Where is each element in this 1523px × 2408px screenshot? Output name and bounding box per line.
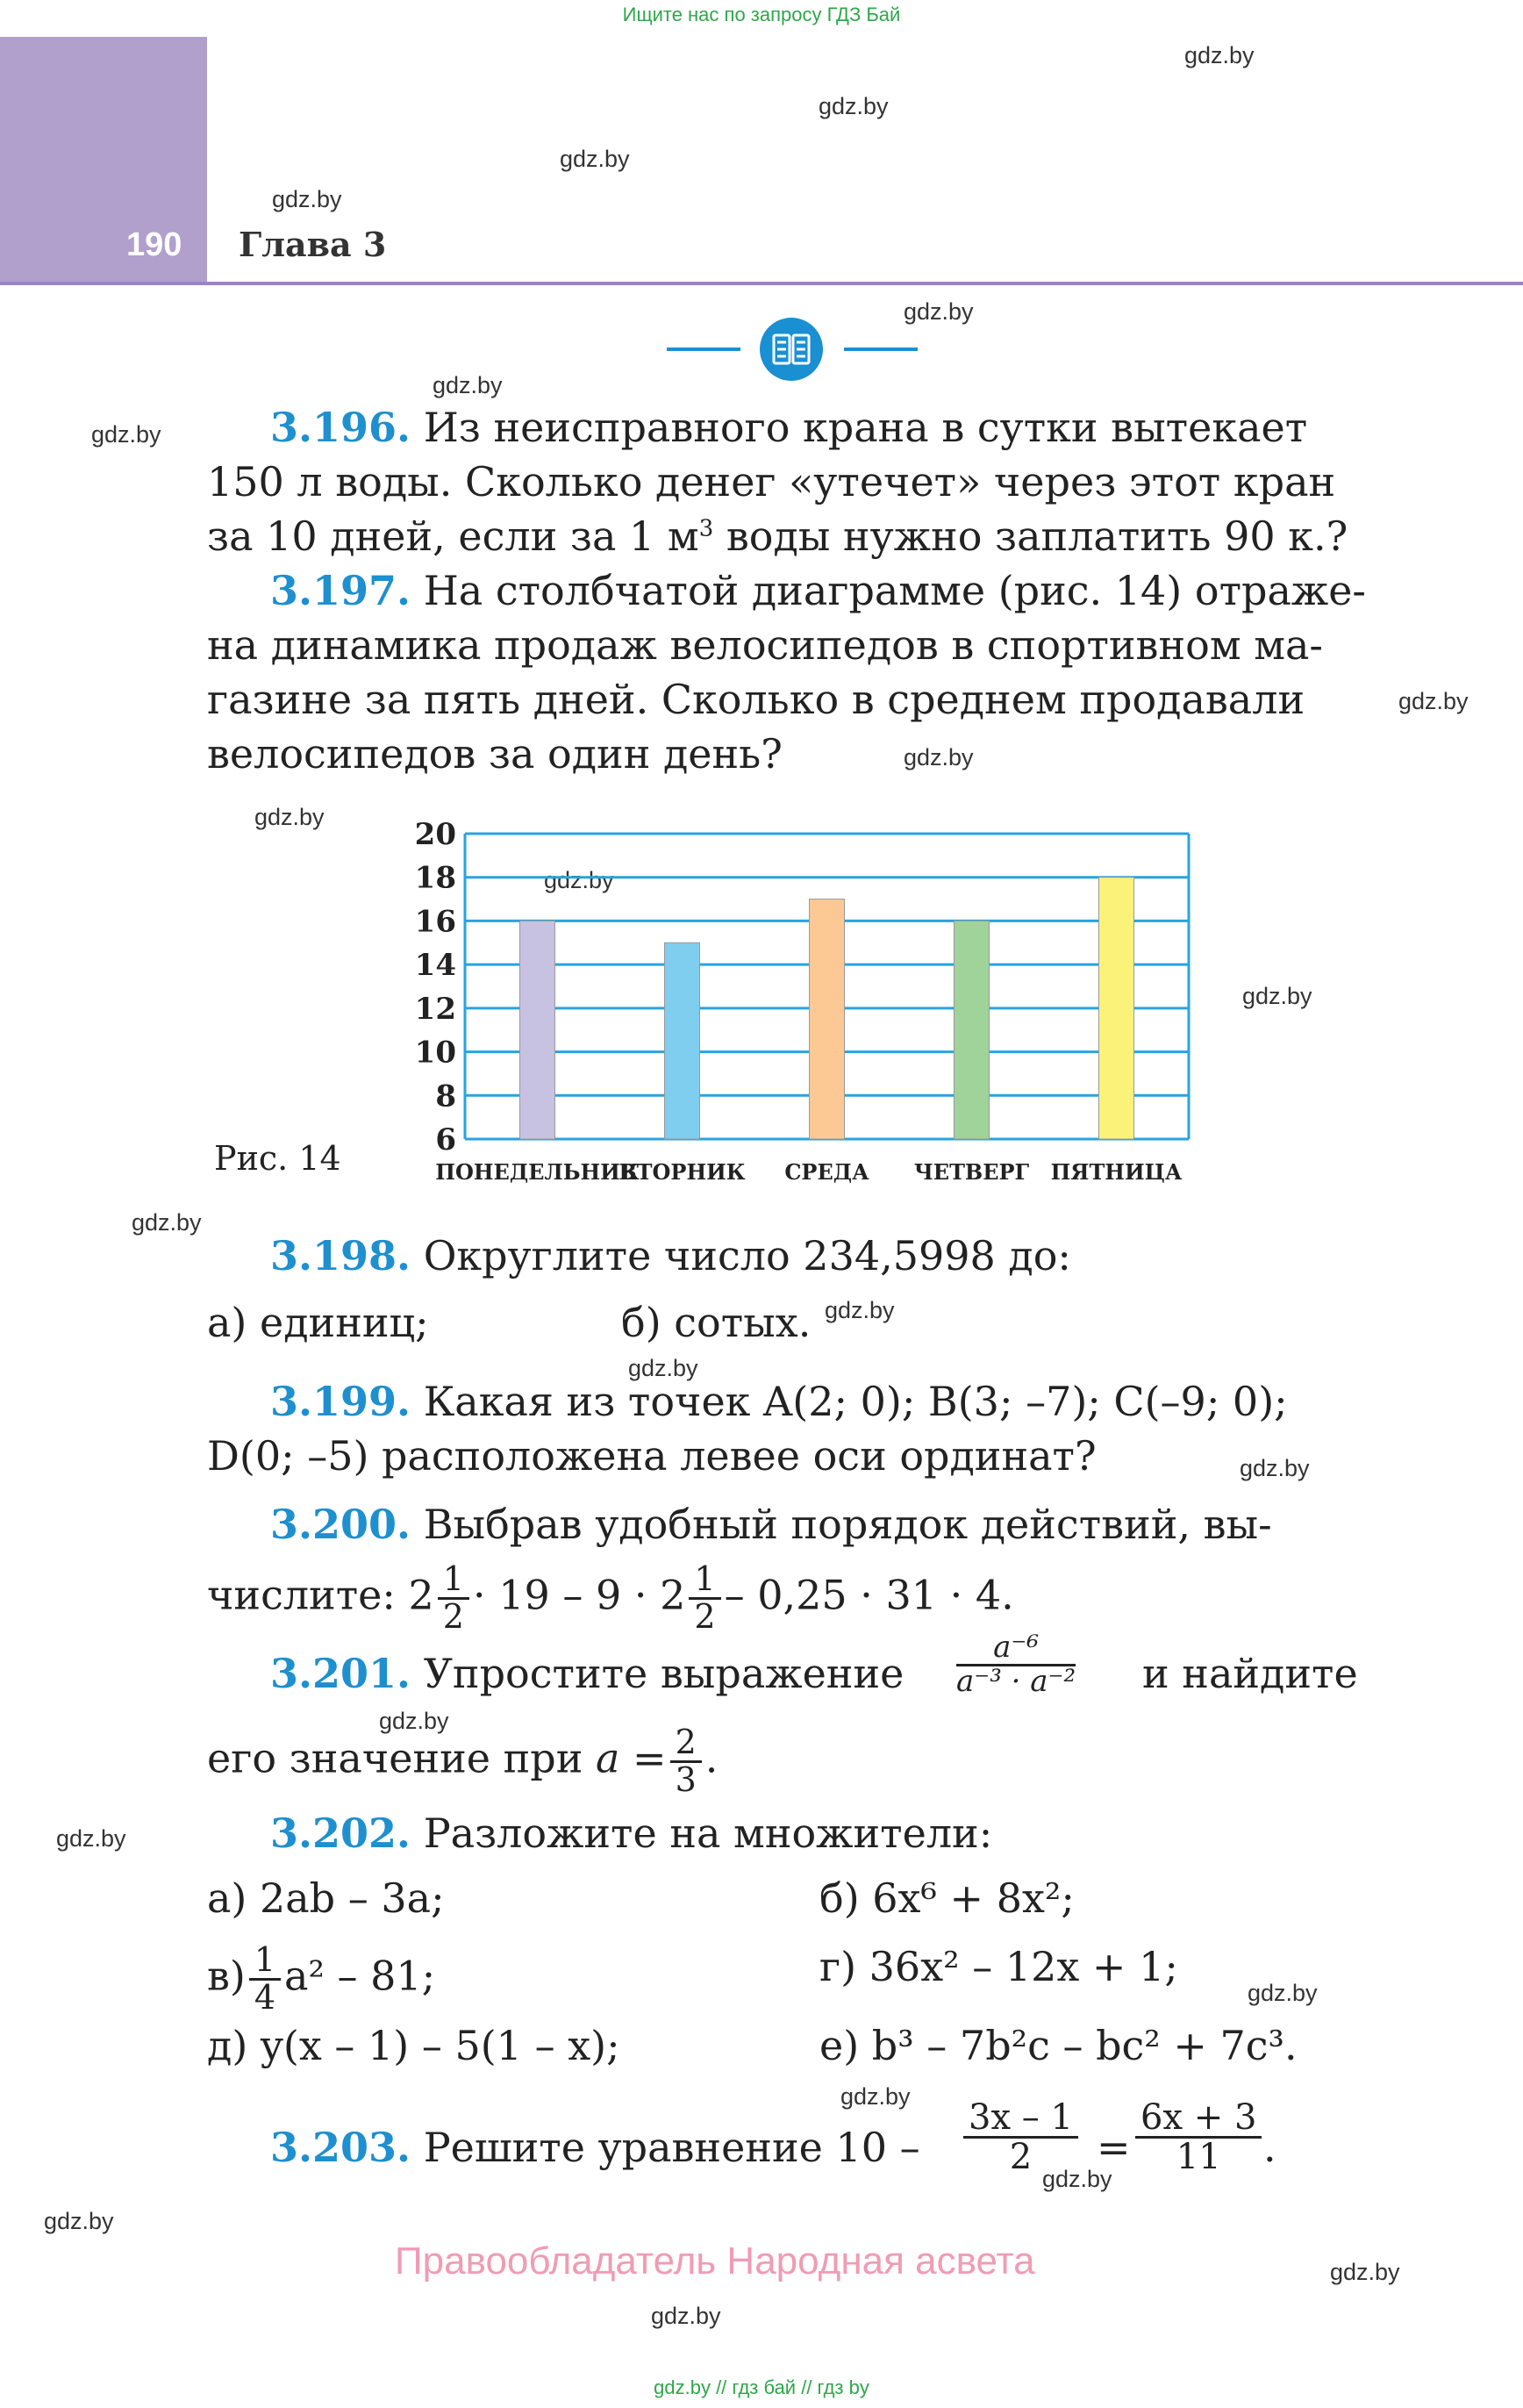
y-tick-label: 20 [414,817,456,852]
watermark: gdz.by [433,372,503,398]
bar [665,942,700,1139]
watermark: gdz.by [1042,2166,1112,2192]
y-tick-label: 18 [414,860,456,896]
problem-198-option-a: а) единиц; [207,1299,429,1346]
problem-200-line1 [270,1501,1272,1548]
left-fraction [963,2099,1078,2175]
problem-202-line1 [270,1810,992,1857]
watermark: gdz.by [1240,1455,1310,1481]
problem-203-line1 [270,2124,920,2171]
page-number: 190 [126,226,182,263]
y-tick-label: 16 [414,904,456,940]
watermark: gdz.by [132,1209,202,1236]
problem-202-v [207,1940,436,2017]
problem-text: Решите уравнение 10 – [423,2124,920,2171]
fraction-denominator: a⁻³ · a⁻² [956,1663,1076,1699]
problem-text: Какая из точек A(2; 0); B(3; –7); C(–9; 0); [423,1378,1288,1425]
problem-text: На столбчатой диаграмме (рис. 14) отраже- [423,567,1366,614]
watermark: gdz.by [544,867,614,893]
y-tick-label: 6 [435,1122,456,1157]
fraction-numerator: a⁻⁶ [956,1632,1076,1666]
fraction [689,1559,720,1636]
bar [810,899,845,1139]
fraction-numerator: 1 [438,1562,469,1600]
problem-text: Упростите выражение [423,1650,905,1697]
y-tick-label: 10 [414,1035,456,1071]
watermark: gdz.by [254,804,325,830]
y-tick-label: 8 [435,1079,456,1114]
fraction-numerator: 1 [689,1562,720,1600]
y-tick-label: 12 [414,991,456,1027]
watermark: gdz.by [1184,42,1255,68]
watermark: gdz.by [904,744,974,770]
problem-text: его значение при [207,1734,583,1782]
problem-202-d: д) y(x – 1) – 5(1 – x); [207,2022,620,2069]
watermark: gdz.by [819,93,889,119]
watermark: gdz.by [560,146,630,172]
bar [955,921,990,1139]
problem-number: 3.196. [270,404,411,451]
fraction-denominator: 4 [254,1977,276,2017]
watermark: gdz.by [840,2083,911,2110]
problem-text: Округлите число 234,5998 до: [423,1232,1071,1279]
x-tick-label: ПЯТНИЦА [1050,1159,1183,1185]
problem-number: 3.199. [270,1378,411,1425]
fraction-numerator: 6x + 3 [1135,2099,1262,2139]
problem-number: 3.197. [270,567,411,614]
problem-text: Из неисправного крана в сутки вытекает [423,404,1308,451]
problem-197-line4: велосипедов за один день? [207,730,783,778]
problem-number: 3.203. [270,2124,411,2171]
problem-201-line2: его значение при a = $\frac{2}{3}$ . [207,1723,719,1799]
problem-196-line3 [207,512,1348,560]
problem-196-line2: 150 л воды. Сколько денег «утечет» через этот кран [207,458,1336,505]
watermark: gdz.by [1248,1980,1318,2006]
watermark: gdz.by [44,2208,114,2234]
header-rule [0,282,1523,285]
watermark: gdz.by [56,1825,126,1852]
expr-part: числите: 2 [207,1571,434,1619]
expr-part: – 0,25 · 31 · 4. [724,1571,1014,1619]
right-fraction [1135,2099,1262,2175]
figure-caption: Рис. 14 [214,1139,341,1178]
fraction [438,1559,469,1636]
watermark: gdz.by [904,298,974,325]
problem-202-b: б) 6x⁶ + 8x²; [819,1874,1075,1922]
problem-199-line1 [270,1378,1288,1425]
superscript: 3 [698,515,714,542]
problem-196-line1 [270,404,1307,451]
expr-part: a² – 81; [284,1952,436,2000]
fraction-denominator: 2 [442,1596,464,1636]
watermark: gdz.by [1330,2259,1400,2285]
problem-202-a: а) 2ab – 3a; [207,1874,445,1922]
problem-text: Выбрав удобный порядок действий, вы- [423,1501,1272,1548]
bar-chart [404,807,1211,1193]
divider-left [667,348,740,351]
option-label: в) [207,1952,246,2000]
problem-198-line1 [270,1232,1071,1279]
problem-200-line2 [207,1559,1014,1636]
fraction-denominator: 2 [1009,2137,1033,2177]
watermark: gdz.by [628,1355,698,1381]
book-icon [760,318,823,381]
problem-number: 3.198. [270,1232,411,1279]
bar [520,921,555,1139]
watermark: gdz.by [1242,983,1312,1009]
watermark: gdz.by [651,2303,721,2329]
problem-text: за 10 дней, если за 1 м [207,512,699,560]
problem-number: 3.202. [270,1810,411,1857]
watermark: gdz.by [379,1708,449,1734]
problem-201-line1 [270,1650,904,1697]
top-search-link[interactable]: Ищите нас по запросу ГДЗ Бай [622,4,901,25]
problem-number: 3.201. [270,1650,411,1697]
bottom-links[interactable]: gdz.by // гдз бай // гдз by [654,2376,869,2398]
problem-202-g: г) 36x² – 12x + 1; [819,1943,1178,1990]
expr-part: · 19 – 9 · 2 [472,1571,686,1619]
bar [1099,878,1134,1139]
problem-197-line3: газине за пять дней. Сколько в среднем продавали [207,676,1305,723]
fraction-denominator: 2 [694,1596,716,1636]
fraction-numerator: 3x – 1 [963,2099,1078,2139]
x-tick-label: ЧЕТВЕРГ [913,1159,1030,1185]
expression-fraction [956,1632,1076,1697]
divider-right [844,348,918,351]
problem-202-e: е) b³ – 7b²c – bc² + 7c³. [819,2022,1298,2069]
problem-text: воды нужно заплатить 90 к.? [713,512,1348,560]
watermark: gdz.by [825,1297,895,1323]
chapter-title: Глава 3 [239,225,387,264]
equals-sign: = [1097,2124,1131,2171]
problem-197-line2: на динамика продаж велосипедов в спортивном ма- [207,621,1323,669]
period: . [1263,2124,1276,2171]
fraction-denominator: 11 [1176,2137,1221,2177]
x-tick-label: ПОНЕДЕЛЬНИК [435,1159,640,1185]
fraction-numerator: 1 [249,1943,281,1981]
fraction [670,1725,702,1798]
problem-198-option-b: б) сотых. [621,1299,812,1346]
problem-199-line2: D(0; –5) расположена левее оси ординат? [207,1432,1097,1480]
watermark: gdz.by [272,186,342,212]
x-tick-label: ВТОРНИК [618,1159,746,1185]
rights-holder: Правообладатель Народная асвета [395,2240,1035,2283]
fraction-numerator: 2 [670,1725,702,1763]
y-tick-label: 14 [414,948,456,984]
x-tick-label: СРЕДА [784,1159,869,1185]
fraction [249,1940,281,2017]
fraction-denominator: 3 [675,1759,697,1799]
watermark: gdz.by [1398,688,1469,714]
problem-text: Разложите на множители: [423,1810,993,1857]
variable: a = [596,1734,667,1782]
problem-number: 3.200. [270,1501,411,1548]
problem-197-line1 [270,567,1366,614]
watermark: gdz.by [91,421,161,448]
problem-201-text2: и найдите [1142,1650,1358,1697]
